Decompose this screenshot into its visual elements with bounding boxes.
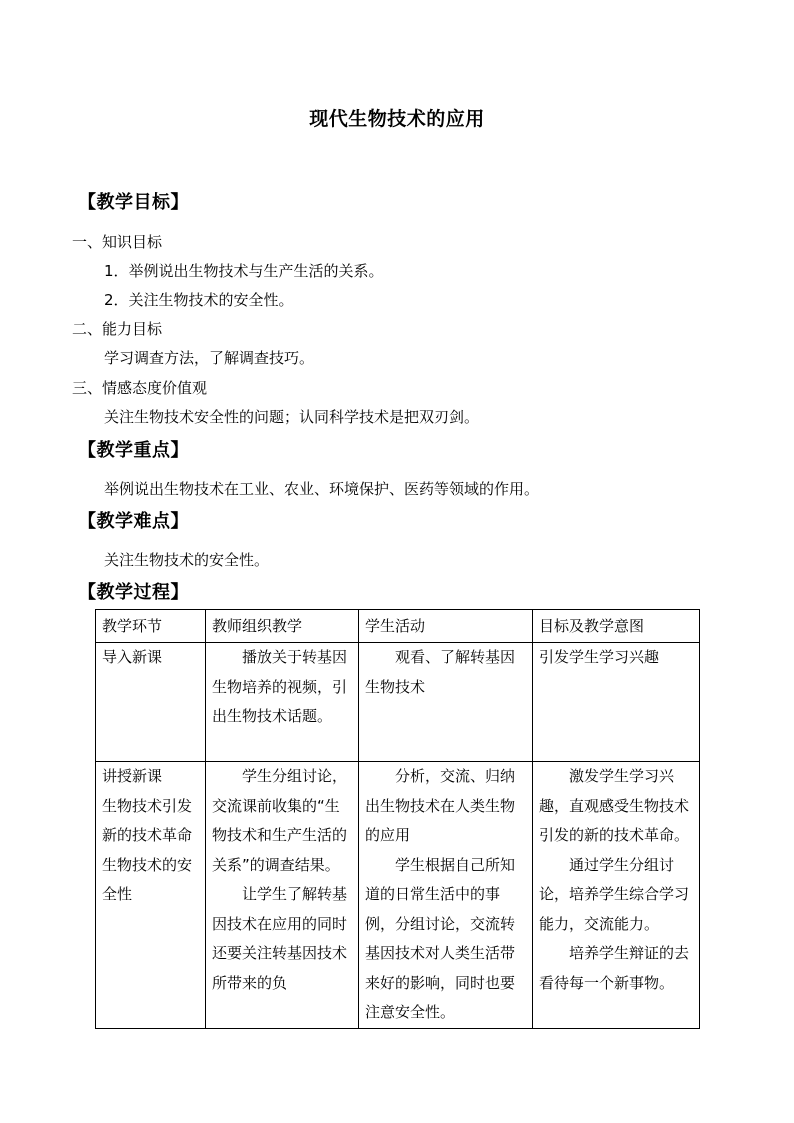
goal-paragraph-3: 培养学生辩证的去看待每一个新事物。 bbox=[539, 944, 690, 992]
knowledge-goal-item-1: 1．举例说出生物技术与生产生活的关系。 bbox=[104, 262, 384, 280]
teacher-paragraph-2: 让学生了解转基因技术在应用的同时还要关注转基因技术所带来的负 bbox=[212, 885, 348, 992]
key-points-text: 举例说出生物技术在工业、农业、环境保护、医药等领域的作用。 bbox=[104, 480, 540, 498]
emotion-goal-label: 三、情感态度价值观 bbox=[72, 379, 208, 397]
stage-line-3: 生物技术的安全性 bbox=[102, 855, 193, 903]
process-heading: 【教学过程】 bbox=[78, 582, 189, 603]
stage-text: 导入新课 bbox=[102, 648, 163, 666]
table-header-row bbox=[96, 610, 700, 643]
difficulty-text: 关注生物技术的安全性。 bbox=[104, 551, 270, 569]
student-paragraph-1: 分析，交流、归纳出生物技术在人类生物的应用 bbox=[365, 767, 516, 844]
student-paragraph-2: 学生根据自己所知道的日常生活中的事例，分组讨论，交流转基因技术对人类生活带来好的影响，同时也要注意安全性。 bbox=[365, 855, 516, 1021]
cell-student bbox=[359, 643, 533, 762]
header-goal: 目标及教学意图 bbox=[533, 610, 700, 643]
cell-student bbox=[359, 762, 533, 1029]
knowledge-goal-item-2: 2．关注生物技术的安全性。 bbox=[104, 291, 294, 309]
teacher-paragraph-1: 学生分组讨论，交流课前收集的“生物技术和生产生活的关系”的调查结果。 bbox=[212, 767, 348, 874]
cell-goal bbox=[533, 643, 700, 762]
goal-paragraph-2: 通过学生分组讨论，培养学生综合学习能力，交流能力。 bbox=[539, 855, 690, 933]
teaching-process-table bbox=[95, 609, 700, 1029]
header-student: 学生活动 bbox=[359, 610, 533, 643]
cell-teacher bbox=[206, 762, 359, 1029]
table-row bbox=[96, 643, 700, 762]
goal-text: 引发学生学习兴趣 bbox=[539, 648, 660, 666]
key-points-heading: 【教学重点】 bbox=[78, 440, 189, 461]
ability-goal-label: 二、能力目标 bbox=[72, 320, 163, 338]
objectives-heading: 【教学目标】 bbox=[78, 192, 189, 213]
teacher-text: 播放关于转基因生物培养的视频，引出生物技术话题。 bbox=[212, 648, 348, 725]
document-title: 现代生物技术的应用 bbox=[309, 108, 485, 130]
ability-goal-text: 学习调查方法，了解调查技巧。 bbox=[104, 349, 315, 367]
emotion-goal-text: 关注生物技术安全性的问题；认同科学技术是把双刃剑。 bbox=[104, 408, 480, 426]
table-row bbox=[96, 762, 700, 1029]
stage-line-2: 生物技术引发新的技术革命 bbox=[102, 796, 193, 844]
header-teacher: 教师组织教学 bbox=[206, 610, 359, 643]
goal-paragraph-1: 激发学生学习兴趣，直观感受生物技术引发的新的技术革命。 bbox=[539, 767, 690, 844]
difficulty-heading: 【教学难点】 bbox=[78, 511, 189, 532]
cell-stage bbox=[96, 762, 206, 1029]
cell-goal bbox=[533, 762, 700, 1029]
student-text: 观看、了解转基因生物技术 bbox=[365, 648, 516, 696]
knowledge-goal-label: 一、知识目标 bbox=[72, 233, 163, 251]
cell-stage bbox=[96, 643, 206, 762]
stage-line-1: 讲授新课 bbox=[102, 767, 163, 785]
cell-teacher bbox=[206, 643, 359, 762]
header-stage: 教学环节 bbox=[96, 610, 206, 643]
